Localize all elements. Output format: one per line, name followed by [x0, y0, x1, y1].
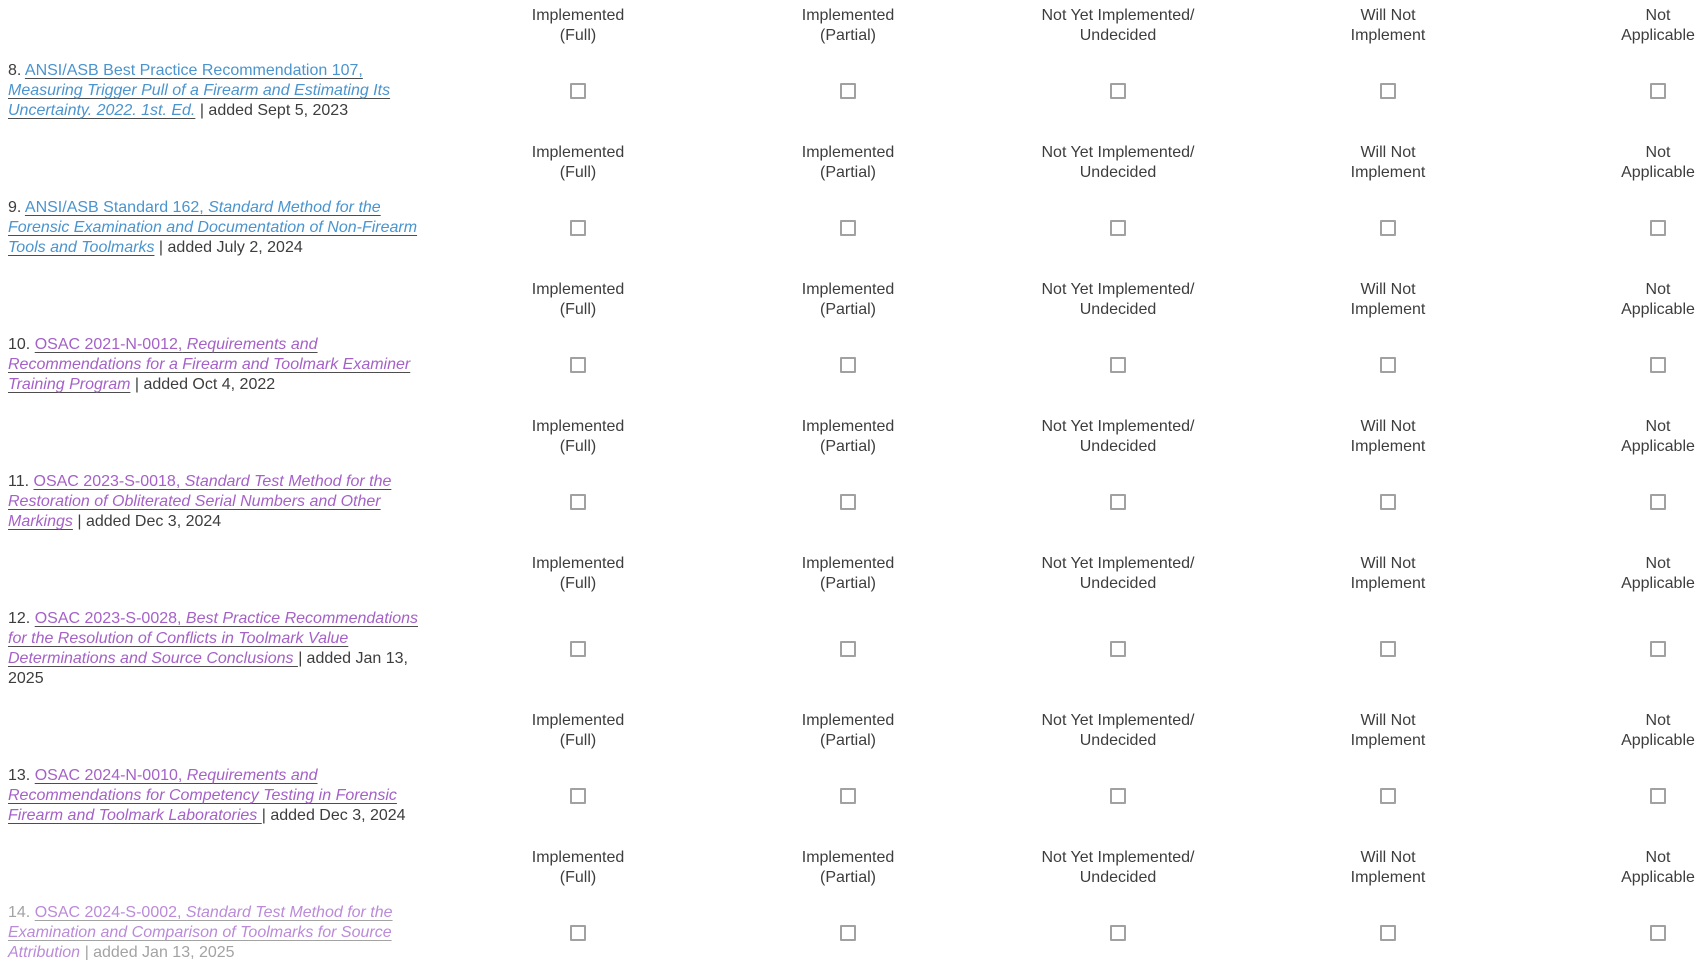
option-header-not-yet-implemented-undecided	[983, 280, 1253, 320]
standard-response-row	[0, 609, 1707, 689]
option-label-line2: Applicable	[1621, 575, 1695, 592]
standard-block	[0, 711, 1707, 826]
option-label-line2: Undecided	[1079, 575, 1157, 592]
item-number: 12.	[8, 610, 31, 627]
option-header-implemented-full	[443, 143, 713, 183]
option-label-line1: Not	[1645, 7, 1671, 24]
option-label-line2: Undecided	[1079, 27, 1157, 44]
option-label-line2: (Full)	[559, 27, 597, 44]
standard-text-cell	[0, 335, 443, 395]
standard-link-italic-part: Standard Test Method for the Restoration of Obliterated Serial Numbers and Other Markings	[8, 473, 392, 530]
header-spacer	[0, 417, 443, 457]
standard-link-italic-part: Standard Method for the Forensic Examination and Documentation of Non-Firearm Tools and Toolmarks	[8, 199, 418, 256]
option-cell-not-applicable	[1523, 357, 1707, 373]
option-label-line2: Applicable	[1621, 438, 1695, 455]
option-header-not-yet-implemented-undecided	[983, 848, 1253, 888]
checkbox-implemented-full[interactable]	[570, 83, 586, 99]
checkbox-not-yet-implemented-undecided[interactable]	[1110, 357, 1126, 373]
standard-text-cell	[0, 903, 443, 960]
options-header-row	[0, 417, 1707, 457]
option-label-line1: Not Yet Implemented/	[1041, 144, 1195, 161]
standard-text-cell	[0, 198, 443, 258]
option-label-line1: Will Not	[1360, 7, 1416, 24]
checkbox-implemented-partial[interactable]	[840, 357, 856, 373]
standard-link-plain-part: ANSI/ASB Best Practice Recommendation 107,	[24, 62, 363, 79]
checkbox-not-applicable[interactable]	[1650, 788, 1666, 804]
separator-pipe: |	[134, 376, 140, 393]
option-header-will-not-implement	[1253, 554, 1523, 594]
standard-text-cell	[0, 61, 443, 121]
header-spacer	[0, 711, 443, 751]
option-cell-not-yet-implemented-undecided	[983, 925, 1253, 941]
option-label-line1: Implemented	[531, 849, 625, 866]
option-label-line1: Implemented	[531, 555, 625, 572]
option-header-will-not-implement	[1253, 848, 1523, 888]
option-label-line1: Implemented	[531, 281, 625, 298]
option-label-line1: Will Not	[1360, 418, 1416, 435]
option-cell-implemented-partial	[713, 494, 983, 510]
option-label-line2: (Partial)	[819, 575, 876, 592]
option-cell-implemented-partial	[713, 357, 983, 373]
option-header-not-yet-implemented-undecided	[983, 143, 1253, 183]
standard-response-row	[0, 472, 1707, 532]
standard-link-plain-part: ANSI/ASB Standard 162,	[24, 199, 204, 216]
option-label-line1: Implemented	[531, 144, 625, 161]
checkbox-not-yet-implemented-undecided[interactable]	[1110, 641, 1126, 657]
checkbox-not-applicable[interactable]	[1650, 925, 1666, 941]
options-header-row	[0, 143, 1707, 183]
option-cell-not-applicable	[1523, 494, 1707, 510]
option-header-implemented-full	[443, 848, 713, 888]
standard-item-text	[8, 609, 431, 689]
option-cell-will-not-implement	[1253, 788, 1523, 804]
option-label-line2: (Full)	[559, 438, 597, 455]
option-label-line1: Not Yet Implemented/	[1041, 418, 1195, 435]
option-label-line1: Will Not	[1360, 281, 1416, 298]
option-header-not-applicable	[1523, 554, 1707, 594]
item-number: 13.	[8, 767, 31, 784]
checkbox-will-not-implement[interactable]	[1380, 788, 1396, 804]
standard-text-cell	[0, 609, 443, 689]
option-label-line2: Undecided	[1079, 301, 1157, 318]
checkbox-implemented-partial[interactable]	[840, 788, 856, 804]
checkbox-implemented-partial[interactable]	[840, 925, 856, 941]
standard-link-plain-part: OSAC 2023-S-0018,	[33, 473, 181, 490]
option-label-line2: Implement	[1350, 301, 1426, 318]
option-label-line1: Not Yet Implemented/	[1041, 849, 1195, 866]
option-label-line1: Implemented	[531, 418, 625, 435]
checkbox-will-not-implement[interactable]	[1380, 220, 1396, 236]
option-label-line2: (Full)	[559, 575, 597, 592]
standard-item-text	[8, 335, 431, 395]
option-label-line1: Not Yet Implemented/	[1041, 281, 1195, 298]
checkbox-not-applicable[interactable]	[1650, 494, 1666, 510]
checkbox-implemented-full[interactable]	[570, 494, 586, 510]
option-label-line1: Not Yet Implemented/	[1041, 712, 1195, 729]
standard-response-row	[0, 903, 1707, 960]
option-label-line2: Implement	[1350, 27, 1426, 44]
standard-response-row	[0, 766, 1707, 826]
option-label-line2: Applicable	[1621, 869, 1695, 886]
separator-pipe: |	[158, 239, 164, 256]
option-cell-not-applicable	[1523, 83, 1707, 99]
option-cell-implemented-partial	[713, 220, 983, 236]
standard-block	[0, 417, 1707, 532]
option-label-line2: Applicable	[1621, 732, 1695, 749]
item-number: 9.	[8, 199, 22, 216]
option-label-line2: Undecided	[1079, 438, 1157, 455]
option-header-implemented-full	[443, 554, 713, 594]
checkbox-not-applicable[interactable]	[1650, 357, 1666, 373]
options-header-row	[0, 6, 1707, 46]
option-label-line2: Implement	[1350, 575, 1426, 592]
option-label-line1: Not	[1645, 418, 1671, 435]
checkbox-implemented-full[interactable]	[570, 788, 586, 804]
option-label-line2: Undecided	[1079, 869, 1157, 886]
date-added: added July 2, 2024	[167, 239, 303, 256]
option-cell-will-not-implement	[1253, 83, 1523, 99]
option-label-line1: Not	[1645, 281, 1671, 298]
option-cell-implemented-full	[443, 641, 713, 657]
option-cell-implemented-partial	[713, 788, 983, 804]
date-added: added Oct 4, 2022	[143, 376, 276, 393]
option-label-line2: (Full)	[559, 164, 597, 181]
option-label-line1: Will Not	[1360, 555, 1416, 572]
option-label-line1: Not	[1645, 144, 1671, 161]
option-label-line1: Implemented	[801, 555, 895, 572]
header-spacer	[0, 554, 443, 594]
standard-item-text	[8, 198, 431, 258]
option-header-not-applicable	[1523, 711, 1707, 751]
separator-pipe: |	[84, 944, 89, 960]
date-added: added Dec 3, 2024	[270, 807, 406, 824]
option-cell-not-applicable	[1523, 641, 1707, 657]
option-label-line1: Will Not	[1360, 144, 1416, 161]
options-header-row	[0, 554, 1707, 594]
option-label-line1: Implemented	[801, 281, 895, 298]
option-label-line1: Not Yet Implemented/	[1041, 7, 1195, 24]
checkbox-will-not-implement[interactable]	[1380, 641, 1396, 657]
checkbox-will-not-implement[interactable]	[1380, 357, 1396, 373]
checkbox-not-yet-implemented-undecided[interactable]	[1110, 220, 1126, 236]
option-header-implemented-partial	[713, 417, 983, 457]
option-label-line2: Applicable	[1621, 301, 1695, 318]
option-cell-will-not-implement	[1253, 925, 1523, 941]
option-cell-will-not-implement	[1253, 357, 1523, 373]
standard-link-italic-part: Measuring Trigger Pull of a Firearm and Estimating Its Uncertainty. 2022. 1st. Ed.	[8, 82, 391, 119]
standard-response-row	[0, 335, 1707, 395]
option-label-line1: Implemented	[801, 418, 895, 435]
option-cell-not-applicable	[1523, 788, 1707, 804]
standard-block	[0, 848, 1707, 960]
option-cell-implemented-partial	[713, 925, 983, 941]
option-label-line2: Implement	[1350, 732, 1426, 749]
option-cell-will-not-implement	[1253, 641, 1523, 657]
option-label-line2: Applicable	[1621, 164, 1695, 181]
standard-block	[0, 143, 1707, 258]
standard-item-text	[8, 61, 431, 121]
separator-pipe: |	[261, 807, 266, 824]
option-header-implemented-partial	[713, 848, 983, 888]
checkbox-implemented-full[interactable]	[570, 357, 586, 373]
standard-item-text	[8, 766, 431, 826]
option-label-line2: Undecided	[1079, 732, 1157, 749]
options-header-row	[0, 711, 1707, 751]
option-label-line1: Implemented	[801, 849, 895, 866]
standard-block	[0, 6, 1707, 121]
option-cell-implemented-partial	[713, 83, 983, 99]
option-header-will-not-implement	[1253, 417, 1523, 457]
option-header-not-applicable	[1523, 6, 1707, 46]
options-header-row	[0, 280, 1707, 320]
option-cell-not-yet-implemented-undecided	[983, 494, 1253, 510]
standard-text-cell	[0, 766, 443, 826]
item-number: 11.	[8, 473, 30, 490]
option-header-will-not-implement	[1253, 6, 1523, 46]
option-label-line1: Not	[1645, 849, 1671, 866]
option-header-will-not-implement	[1253, 280, 1523, 320]
standard-response-row	[0, 198, 1707, 258]
option-header-not-yet-implemented-undecided	[983, 711, 1253, 751]
option-label-line2: Applicable	[1621, 27, 1695, 44]
option-header-will-not-implement	[1253, 711, 1523, 751]
checkbox-implemented-partial[interactable]	[840, 220, 856, 236]
option-cell-implemented-full	[443, 925, 713, 941]
option-header-implemented-full	[443, 417, 713, 457]
option-label-line1: Not	[1645, 555, 1671, 572]
item-number: 8.	[8, 62, 22, 79]
option-header-implemented-partial	[713, 280, 983, 320]
option-label-line1: Implemented	[531, 712, 625, 729]
standard-link-italic-part: Best Practice Recommendations for the Resolution of Conflicts in Toolmark Value Determinations and Source Conclusions	[8, 610, 418, 667]
checkbox-not-applicable[interactable]	[1650, 641, 1666, 657]
option-cell-implemented-full	[443, 494, 713, 510]
separator-pipe: |	[77, 513, 82, 530]
option-cell-will-not-implement	[1253, 494, 1523, 510]
option-label-line2: (Full)	[559, 301, 597, 318]
option-label-line2: (Partial)	[819, 301, 876, 318]
option-header-implemented-full	[443, 711, 713, 751]
option-cell-not-yet-implemented-undecided	[983, 788, 1253, 804]
date-added: added Jan 13, 2025	[93, 944, 235, 960]
option-header-will-not-implement	[1253, 143, 1523, 183]
checkbox-not-yet-implemented-undecided[interactable]	[1110, 83, 1126, 99]
option-label-line2: Implement	[1350, 438, 1426, 455]
option-header-implemented-partial	[713, 711, 983, 751]
option-header-not-applicable	[1523, 417, 1707, 457]
option-header-not-applicable	[1523, 848, 1707, 888]
option-cell-implemented-full	[443, 788, 713, 804]
checkbox-implemented-full[interactable]	[570, 641, 586, 657]
option-header-not-applicable	[1523, 280, 1707, 320]
option-label-line1: Implemented	[531, 7, 625, 24]
checkbox-not-yet-implemented-undecided[interactable]	[1110, 494, 1126, 510]
option-label-line1: Will Not	[1360, 712, 1416, 729]
option-label-line2: (Partial)	[819, 438, 876, 455]
option-header-not-applicable	[1523, 143, 1707, 183]
option-cell-implemented-partial	[713, 641, 983, 657]
option-cell-implemented-full	[443, 83, 713, 99]
standard-link-italic-part: Standard Test Method for the Examination and Comparison of Toolmarks for Source Attribution	[8, 904, 393, 960]
standard-link-italic-part: Requirements and Recommendations for Competency Testing in Forensic Firearm and Toolmark Laboratories	[8, 767, 397, 824]
date-added: added Sept 5, 2023	[208, 102, 349, 119]
item-number: 10.	[8, 336, 31, 353]
standard-response-row	[0, 61, 1707, 121]
option-header-not-yet-implemented-undecided	[983, 554, 1253, 594]
option-label-line2: (Partial)	[819, 164, 876, 181]
standard-link-plain-part: OSAC 2021-N-0012,	[34, 336, 183, 353]
option-cell-will-not-implement	[1253, 220, 1523, 236]
option-header-implemented-partial	[713, 554, 983, 594]
option-label-line2: (Partial)	[819, 869, 876, 886]
option-label-line1: Implemented	[801, 144, 895, 161]
header-spacer	[0, 143, 443, 183]
option-label-line2: (Partial)	[819, 27, 876, 44]
item-number: 14.	[8, 904, 31, 921]
checkbox-not-yet-implemented-undecided[interactable]	[1110, 788, 1126, 804]
checkbox-not-yet-implemented-undecided[interactable]	[1110, 925, 1126, 941]
date-added: added Dec 3, 2024	[85, 513, 222, 530]
header-spacer	[0, 6, 443, 46]
checkbox-will-not-implement[interactable]	[1380, 494, 1396, 510]
option-label-line1: Not	[1645, 712, 1671, 729]
standard-block	[0, 554, 1707, 689]
checkbox-not-applicable[interactable]	[1650, 83, 1666, 99]
header-spacer	[0, 848, 443, 888]
checkbox-implemented-partial[interactable]	[840, 83, 856, 99]
option-cell-not-yet-implemented-undecided	[983, 357, 1253, 373]
checkbox-will-not-implement[interactable]	[1380, 83, 1396, 99]
standard-link-plain-part: OSAC 2024-S-0002,	[34, 904, 182, 921]
standard-link-plain-part: OSAC 2024-N-0010,	[34, 767, 183, 784]
option-label-line2: (Partial)	[819, 732, 876, 749]
checkbox-not-applicable[interactable]	[1650, 220, 1666, 236]
option-cell-not-applicable	[1523, 220, 1707, 236]
option-header-implemented-full	[443, 6, 713, 46]
checkbox-implemented-full[interactable]	[570, 220, 586, 236]
standard-link-plain-part: OSAC 2023-S-0028,	[34, 610, 182, 627]
option-header-not-yet-implemented-undecided	[983, 6, 1253, 46]
checkbox-will-not-implement[interactable]	[1380, 925, 1396, 941]
option-label-line2: (Full)	[559, 732, 597, 749]
option-cell-implemented-full	[443, 220, 713, 236]
standard-block	[0, 280, 1707, 395]
option-header-implemented-partial	[713, 143, 983, 183]
standard-item-text	[8, 472, 431, 532]
option-label-line1: Not Yet Implemented/	[1041, 555, 1195, 572]
option-label-line2: (Full)	[559, 869, 597, 886]
option-label-line2: Undecided	[1079, 164, 1157, 181]
standard-text-cell	[0, 472, 443, 532]
option-header-implemented-full	[443, 280, 713, 320]
option-cell-not-applicable	[1523, 925, 1707, 941]
checkbox-implemented-partial[interactable]	[840, 494, 856, 510]
header-spacer	[0, 280, 443, 320]
standard-item-text	[8, 903, 431, 960]
option-label-line1: Will Not	[1360, 849, 1416, 866]
checkbox-implemented-full[interactable]	[570, 925, 586, 941]
option-header-not-yet-implemented-undecided	[983, 417, 1253, 457]
options-header-row	[0, 848, 1707, 888]
option-label-line2: Implement	[1350, 869, 1426, 886]
option-cell-not-yet-implemented-undecided	[983, 83, 1253, 99]
standard-link-italic-part: Requirements and Recommendations for a Firearm and Toolmark Examiner Training Program	[8, 336, 411, 393]
separator-pipe: |	[297, 650, 303, 667]
option-header-implemented-partial	[713, 6, 983, 46]
date-added: added Jan 13, 2025	[8, 650, 408, 687]
option-label-line2: Implement	[1350, 164, 1426, 181]
option-label-line1: Implemented	[801, 712, 895, 729]
option-cell-implemented-full	[443, 357, 713, 373]
checkbox-implemented-partial[interactable]	[840, 641, 856, 657]
option-label-line1: Implemented	[801, 7, 895, 24]
option-cell-not-yet-implemented-undecided	[983, 641, 1253, 657]
option-cell-not-yet-implemented-undecided	[983, 220, 1253, 236]
separator-pipe: |	[199, 102, 204, 119]
